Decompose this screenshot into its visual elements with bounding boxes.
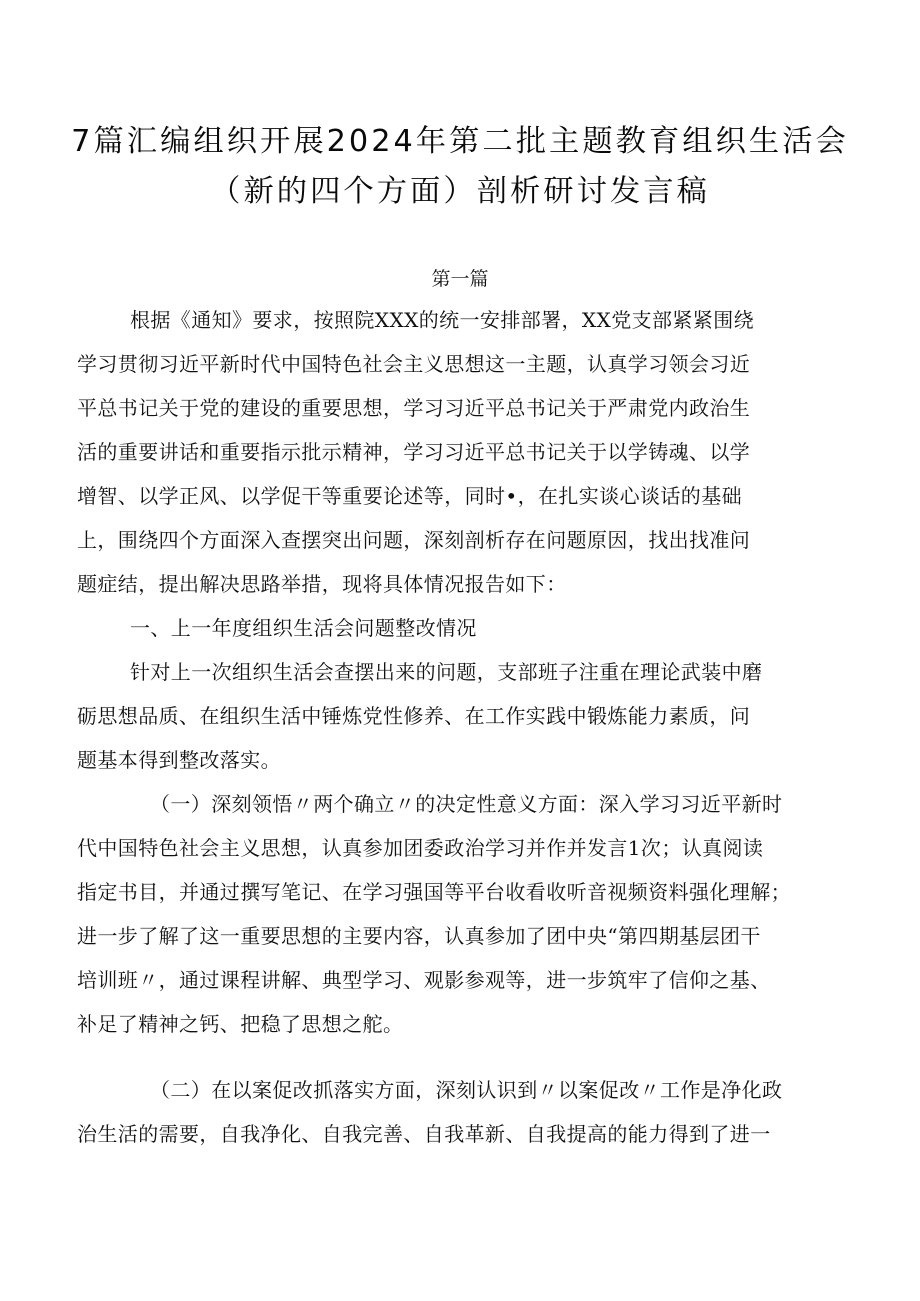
document-title-line-2: （新的四个方面）剖析研讨发言稿 [210,174,710,209]
subsection-heading: 一、上一年度组织生活会问题整改情况 [130,616,477,640]
body-line: 针对上一次组织生活会查摆出来的问题，支部班子注重在理论武装中磨 [130,660,763,684]
body-line: 增智、以学正风、以学促干等重要论述等，同时•，在扎实谈心谈话的基础 [77,484,742,508]
body-line: （二）在以案促改抓落实方面，深刻认识到〃以案促改〃工作是净化政 [150,1078,783,1102]
body-line: 根据《通知》要求，按照院XXX的统一安排部署，XX党支部紧紧围绕 [130,308,754,332]
body-line: 学习贯彻习近平新时代中国特色社会主义思想这一主题，认真学习领会习近 [77,352,751,376]
body-line: 题基本得到整改落实。 [77,748,281,772]
body-line: 指定书目，并通过撰写笔记、在学习强国等平台收看收听音视频资料强化理解； [77,880,791,904]
body-line: （一）深刻领悟〃两个确立〃的决定性意义方面：深入学习习近平新时 [150,792,783,816]
body-line: 代中国特色社会主义思想，认真参加团委政治学习并作并发言1次；认真阅读 [77,836,764,860]
body-line: 活的重要讲话和重要指示批示精神，学习习近平总书记关于以学铸魂、以学 [77,440,751,464]
body-line: 培训班〃，通过课程讲解、典型学习、观影参观等，进一步筑牢了信仰之基、 [77,968,771,992]
section-heading: 第一篇 [431,268,489,290]
body-line: 补足了精神之钙、把稳了思想之舵。 [77,1012,404,1036]
body-line: 题症结，提出解决思路举措，现将具体情况报告如下： [77,572,567,596]
body-line: 治生活的需要，自我净化、自我完善、自我革新、自我提高的能力得到了进一 [77,1122,771,1146]
body-line: 上，围绕四个方面深入查摆突出问题，深刻剖析存在问题原因，找出找准问 [77,528,751,552]
body-line: 平总书记关于党的建设的重要思想，学习习近平总书记关于严肃党内政治生 [77,396,751,420]
body-line: 进一步了解了这一重要思想的主要内容，认真参加了团中央“第四期基层团干 [77,924,761,948]
document-title-line-1: 7篇汇编组织开展2024年第二批主题教育组织生活会 [71,124,849,159]
body-line: 砺思想品质、在组织生活中锤炼党性修养、在工作实践中锻炼能力素质，问 [77,704,751,728]
